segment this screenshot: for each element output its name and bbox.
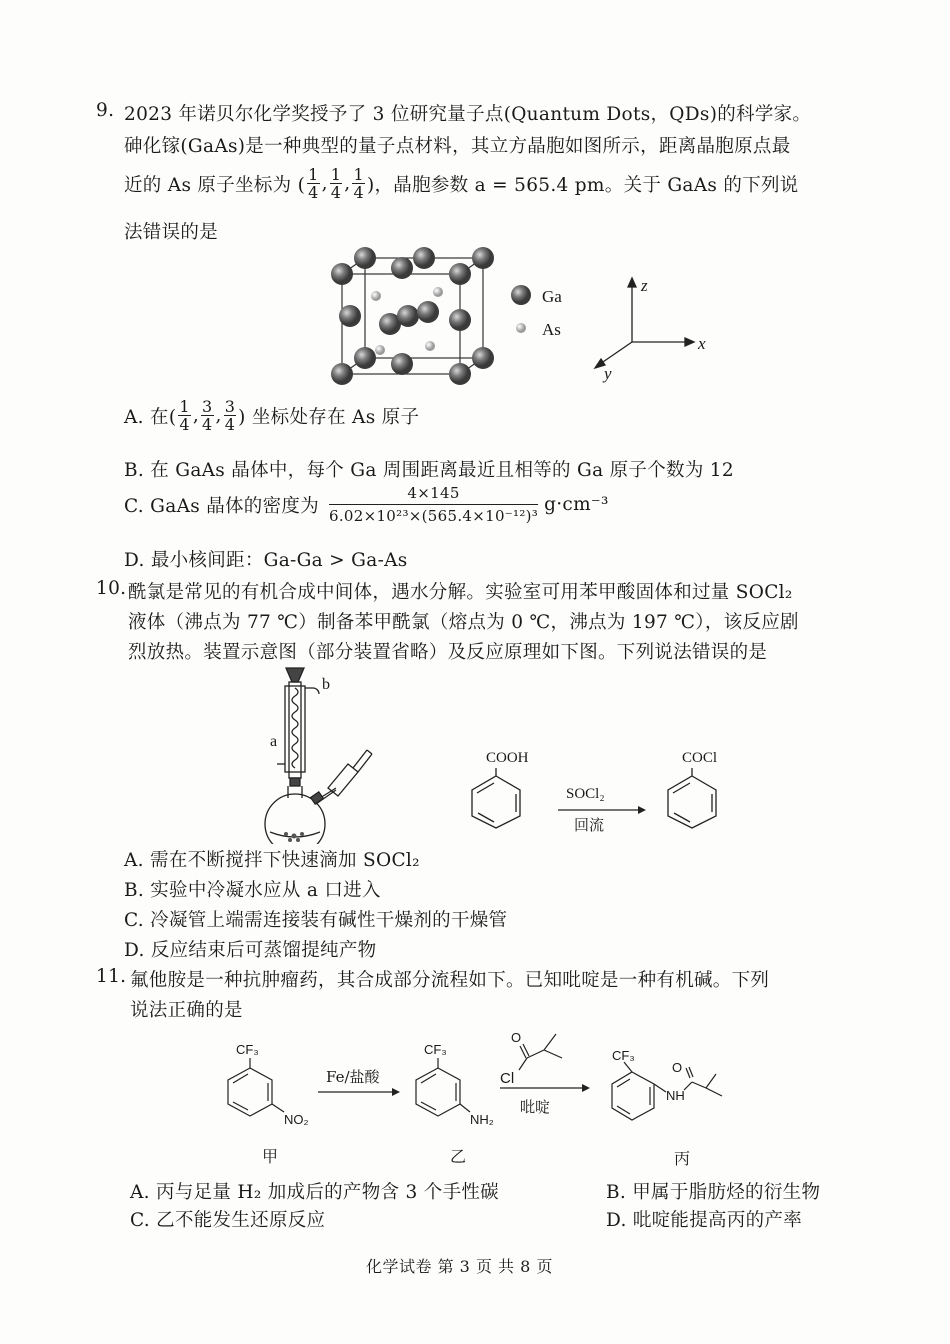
q10-line-3: 烈放热。装置示意图（部分装置省略）及反应原理如下图。下列说法错误的是	[128, 642, 768, 663]
q9-line-3: 近的 As 原子坐标为 ( $\frac{1}{4}$ , $\frac{1}{4}$ , $\frac{1}{4}$ )，晶胞参数 a = 565.4 pm。关于 GaAs 的下列说	[124, 165, 799, 202]
benzoic-acid-structure	[466, 768, 526, 830]
q9-option-b: B. 在 GaAs 晶体中，每个 Ga 周围距离最近且相等的 Ga 原子个数为 12	[124, 460, 734, 481]
jia-no2-label: NO₂	[284, 1112, 309, 1127]
condenser-inlet-label-a: a	[270, 733, 278, 750]
reagent-socl2: SOCl₂	[566, 786, 605, 802]
density-unit: g·cm⁻³	[544, 494, 609, 515]
yi-cf3-label: CF₃	[424, 1042, 447, 1057]
q9-option-c	[124, 482, 609, 527]
bing-o-label: O	[672, 1060, 683, 1075]
acyl-o-label: O	[511, 1030, 522, 1045]
q9-number: 9.	[96, 100, 115, 121]
reaction-arrow-1	[318, 1086, 402, 1098]
condition-reflux: 回流	[574, 816, 605, 834]
q10-line-1: 酰氯是常见的有机合成中间体，遇水分解。实验室可用苯甲酸固体和过量 SOCl₂	[128, 582, 793, 603]
q9-option-c-start: C. GaAs 晶体的密度为	[124, 495, 319, 517]
q9-line-4: 法错误的是	[124, 222, 219, 243]
compound-jia-name: 甲	[262, 1147, 279, 1166]
reagent-pyridine: 吡啶	[520, 1098, 551, 1116]
reagent-fe-hcl: Fe/盐酸	[326, 1068, 380, 1086]
axis-x-label: x	[698, 334, 706, 353]
coord-frac-3: $\frac{1}{4}$	[353, 165, 364, 202]
coord-frac-2: $\frac{1}{4}$	[330, 165, 342, 202]
jia-cf3-label: CF₃	[236, 1042, 259, 1057]
q10-option-b: B. 实验中冷凝水应从 a 口进入	[124, 880, 381, 901]
q11-option-c: C. 乙不能发生还原反应	[130, 1210, 326, 1231]
q9-line-2: 砷化镓(GaAs)是一种典型的量子点材料，其立方晶胞如图所示，距离晶胞原点最	[124, 136, 791, 157]
page-footer: 化学试卷 第 3 页 共 8 页	[366, 1257, 553, 1276]
q9-line-3-start: 近的 As 原子坐标为 (	[124, 174, 306, 196]
legend-ga-label: Ga	[542, 287, 562, 306]
opt-a-frac-2: $\frac{3}{4}$	[202, 397, 213, 434]
q9-line-3-end: )，晶胞参数 a = 565.4 pm。关于 GaAs 的下列说	[366, 174, 799, 196]
bing-cf3-label: CF₃	[612, 1048, 635, 1063]
q11-line-2: 说法正确的是	[130, 1000, 243, 1021]
q11-line-1: 氟他胺是一种抗肿瘤药，其合成部分流程如下。已知吡啶是一种有机碱。下列	[130, 970, 770, 991]
axis-y-label: y	[604, 364, 612, 383]
q9-option-a-start: A. 在(	[124, 406, 177, 428]
q11-option-b: B. 甲属于脂肪烃的衍生物	[606, 1182, 821, 1203]
compound-bing-name: 丙	[674, 1149, 691, 1168]
benzoyl-chloride-structure	[662, 768, 722, 830]
q11-option-a: A. 丙与足量 H₂ 加成后的产物含 3 个手性碳	[130, 1182, 499, 1203]
reaction-arrow-2	[500, 1082, 592, 1094]
q10-option-c: C. 冷凝管上端需连接装有碱性干燥剂的干燥管	[124, 910, 508, 931]
product-cocl-label: COCl	[682, 750, 718, 766]
q9-option-d: D. 最小核间距：Ga-Ga > Ga-As	[124, 550, 408, 571]
q9-option-a-end: ) 坐标处存在 As 原子	[238, 406, 420, 428]
q9-option-a: A. 在( $\frac{1}{4}$ , $\frac{3}{4}$ , $\frac{3}{4}$ ) 坐标处存在 As 原子	[124, 397, 420, 434]
q10-option-a: A. 需在不断搅拌下快速滴加 SOCl₂	[124, 850, 420, 871]
reactant-cooh-label: COOH	[486, 750, 529, 766]
coord-frac-1: $\frac{1}{4}$	[308, 165, 319, 202]
legend-as-label: As	[542, 320, 561, 339]
density-fraction: $\frac{4\times 145}{\text{6.02×10²³×(565.4×10⁻¹²)³}}$	[329, 484, 539, 525]
q10-line-2: 液体（沸点为 77 ℃）制备苯甲酰氯（熔点为 0 ℃，沸点为 197 ℃），该反应剧	[128, 612, 799, 633]
compound-yi-name: 乙	[450, 1147, 467, 1166]
legend-symbols	[510, 284, 532, 340]
q10-number: 10.	[96, 578, 127, 599]
opt-a-frac-1: $\frac{1}{4}$	[179, 397, 190, 434]
opt-a-frac-3: $\frac{3}{4}$	[224, 397, 236, 434]
acyl-cl-label: Cl	[500, 1070, 515, 1087]
q10-option-d: D. 反应结束后可蒸馏提纯产物	[124, 940, 377, 961]
condenser-outlet-label-b: b	[322, 676, 330, 693]
bing-nh-label: NH	[666, 1088, 685, 1103]
q11-option-d: D. 吡啶能提高丙的产率	[606, 1210, 803, 1231]
q11-number: 11.	[96, 966, 127, 987]
yi-nh2-label: NH₂	[470, 1112, 494, 1127]
axis-z-label: z	[641, 276, 648, 295]
gaas-unit-cell-diagram	[320, 246, 500, 392]
q9-line-1: 2023 年诺贝尔化学奖授予了 3 位研究量子点(Quantum Dots，QDs)的科学家。	[124, 104, 812, 125]
